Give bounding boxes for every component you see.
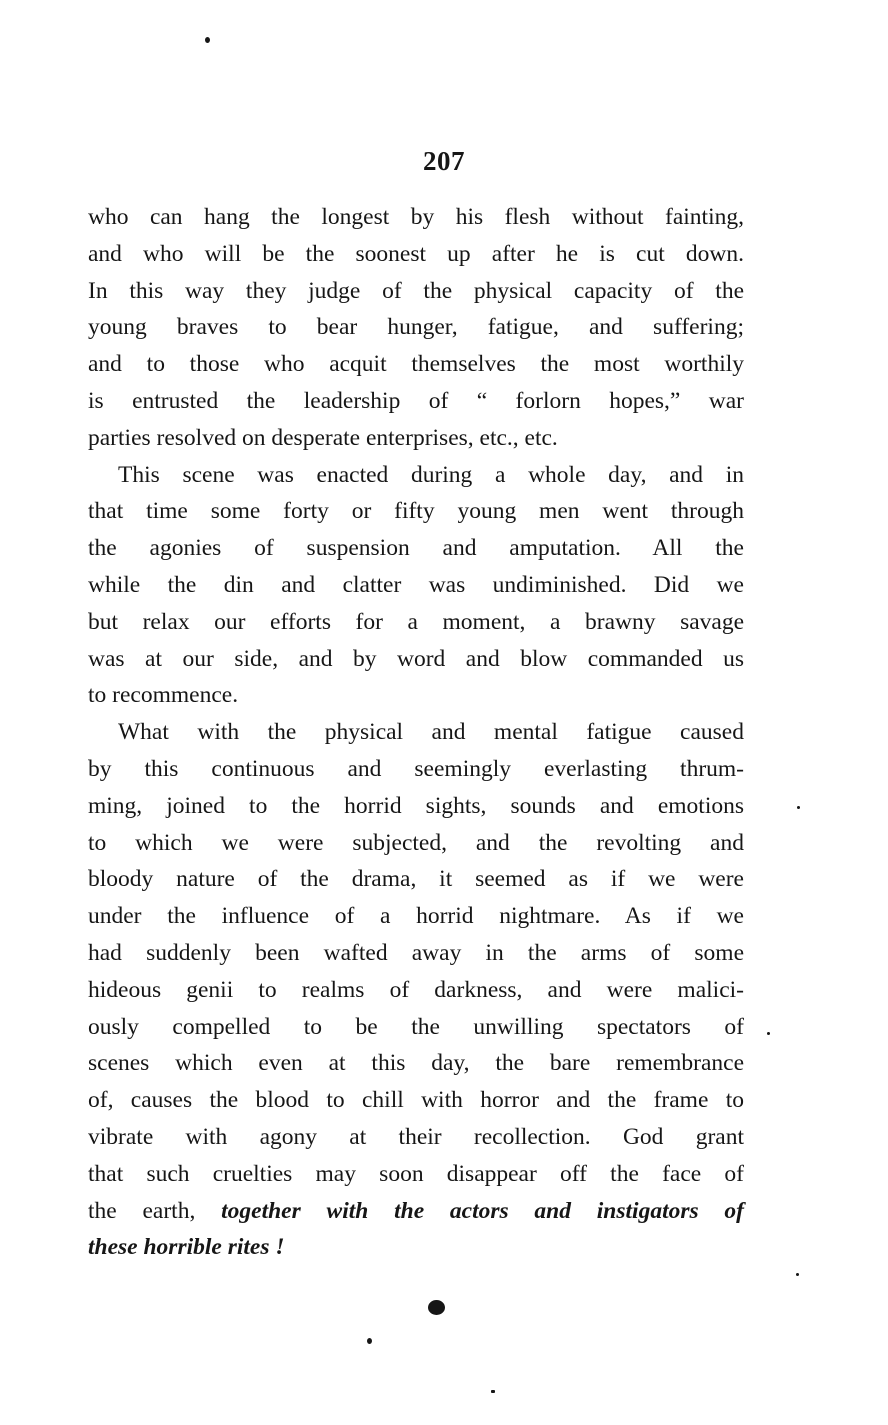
text-line: of, causes the blood to chill with horror and the frame to — [88, 1087, 744, 1114]
text-line: under the influence of a horrid nightmare. As if we — [88, 903, 744, 930]
text-line: who can hang the longest by his flesh without fainting, — [88, 204, 744, 230]
text-segment: the earth, — [88, 1197, 196, 1224]
text-line: parties resolved on desperate enterprises, etc., etc. — [88, 424, 558, 451]
paragraph-1 — [88, 199, 744, 457]
text-line: but relax our efforts for a moment, a brawny savage — [88, 608, 744, 635]
text-line: to recommence. — [88, 682, 239, 709]
body-text — [88, 199, 744, 1266]
text-line: the agonies of suspension and amputation. All the — [88, 535, 744, 562]
emphasized-text: these horrible rites ! — [88, 1234, 285, 1261]
text-line: hideous genii to realms of darkness, and were malici- — [88, 976, 744, 1003]
text-line — [88, 1229, 744, 1266]
text-line: ming, joined to the horrid sights, sounds and emotions — [88, 792, 744, 819]
ink-speck — [367, 1338, 372, 1344]
text-line: by this continuous and seemingly everlasting thrum- — [88, 755, 744, 782]
text-line: had suddenly been wafted away in the arms of some — [88, 939, 744, 966]
text-line: to which we were subjected, and the revolting and — [88, 829, 744, 856]
text-line: young braves to bear hunger, fatigue, and suffering; — [88, 314, 744, 341]
text-line: is entrusted the leadership of “ forlorn hopes,” war — [88, 387, 744, 414]
text-line: and who will be the soonest up after he is cut down. — [88, 240, 744, 267]
text-line: and to those who acquit themselves the most worthily — [88, 351, 744, 378]
text-line: was at our side, and by word and blow commanded us — [88, 645, 744, 672]
text-line: vibrate with agony at their recollection. God grant — [88, 1123, 744, 1150]
ink-speck — [205, 37, 210, 43]
ink-speck — [491, 1390, 495, 1393]
text-line: that such cruelties may soon disappear off the face of — [88, 1160, 744, 1187]
text-line: What with the physical and mental fatigue caused — [118, 719, 744, 746]
page-number: 207 — [423, 146, 465, 176]
text-line: scenes which even at this day, the bare remembrance — [88, 1050, 744, 1077]
paragraph-3 — [88, 714, 744, 1266]
paragraph-2 — [88, 457, 744, 715]
emphasized-text: together with the actors and instigators of — [221, 1197, 744, 1224]
ink-speck — [796, 1273, 799, 1276]
text-line: bloody nature of the drama, it seemed as if we were — [88, 866, 744, 893]
ink-ornament — [428, 1300, 445, 1315]
ink-speck — [767, 1032, 770, 1035]
text-line: while the din and clatter was undiminished. Did we — [88, 571, 744, 598]
text-line: that time some forty or fifty young men went through — [88, 498, 744, 525]
text-line: This scene was enacted during a whole day, and in — [118, 461, 744, 488]
ink-speck — [797, 806, 800, 809]
text-line: In this way they judge of the physical capacity of the — [88, 277, 744, 304]
text-line: ously compelled to be the unwilling spectators of — [88, 1013, 744, 1040]
text-line — [88, 1193, 744, 1230]
